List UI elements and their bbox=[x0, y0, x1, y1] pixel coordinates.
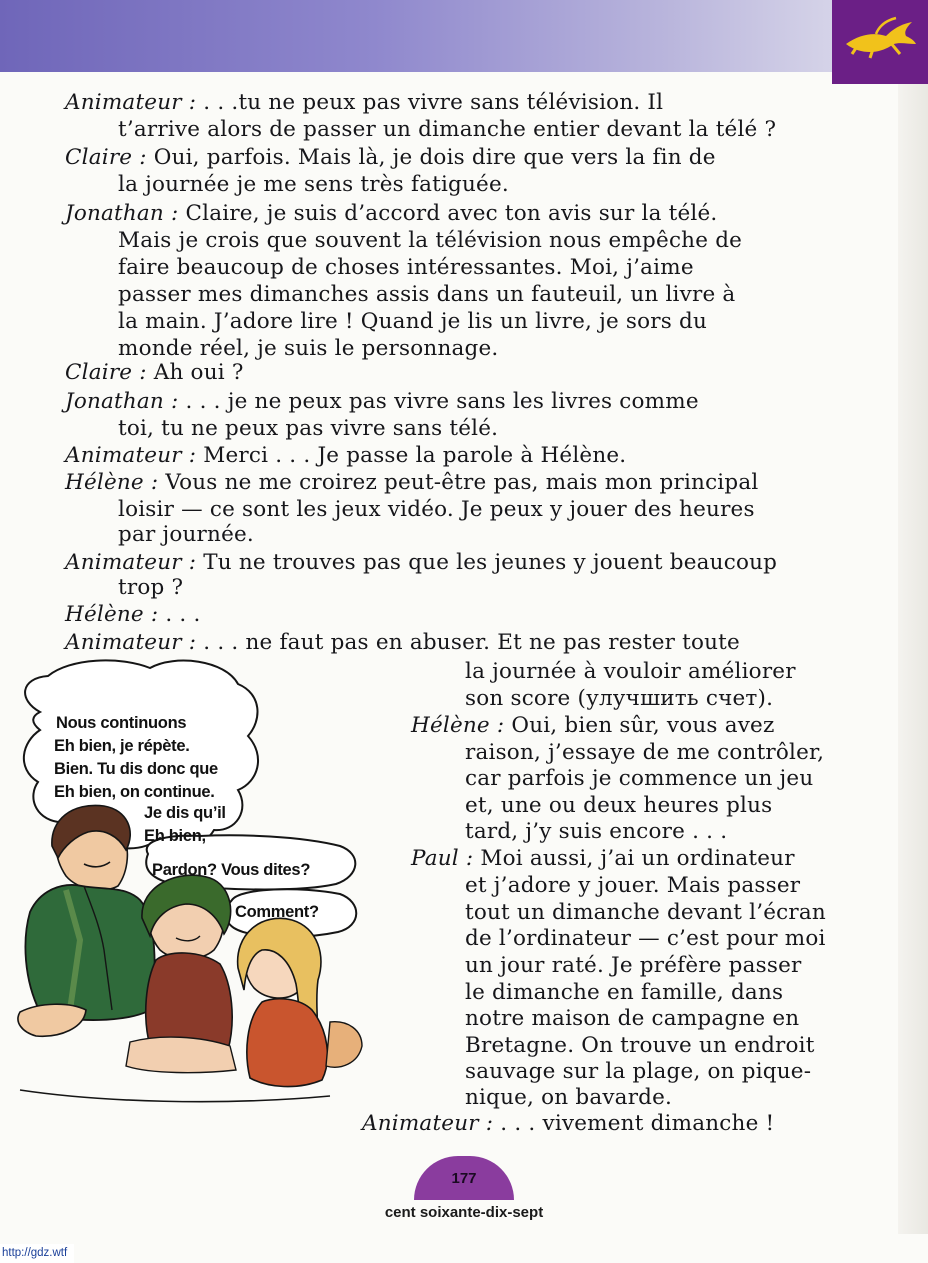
dialogue-line: t’arrive alors de passer un dimanche entier devant la télé ? bbox=[118, 117, 777, 142]
dialogue-line bbox=[65, 470, 758, 495]
page-number-tab bbox=[414, 1156, 514, 1200]
speaker-name: Animateur : bbox=[65, 443, 197, 468]
dialogue-line: et, une ou deux heures plus bbox=[465, 793, 773, 818]
line-text: . . .tu ne peux pas vivre sans télévision. Il bbox=[196, 90, 664, 115]
dialogue-line bbox=[411, 713, 775, 738]
speaker-name: Claire : bbox=[65, 360, 147, 385]
speaker-name: Claire : bbox=[65, 145, 147, 170]
dialogue-line: toi, tu ne peux pas vivre sans télé. bbox=[118, 416, 499, 441]
dialogue-line: nique, on bavarde. bbox=[465, 1085, 673, 1110]
watermark-link[interactable]: http://gdz.wtf bbox=[0, 1244, 74, 1263]
line-text: Oui, parfois. Mais là, je dois dire que vers la fin de bbox=[146, 145, 716, 170]
dialogue-line: monde réel, je suis le personnage. bbox=[118, 336, 499, 361]
dialogue-line: le dimanche en famille, dans bbox=[465, 980, 784, 1005]
dialogue-line: par journée. bbox=[118, 522, 254, 547]
bubble-line: Je dis qu’il bbox=[144, 804, 226, 822]
dialogue-line: loisir — ce sont les jeux vidéo. Je peux y jouer des heures bbox=[118, 497, 755, 522]
speaker-name: Jonathan : bbox=[65, 389, 179, 414]
dialogue-line: notre maison de campagne en bbox=[465, 1006, 800, 1031]
line-text: Merci . . . Je passe la parole à Hélène. bbox=[196, 443, 627, 468]
line-text: Moi aussi, j’ai un ordinateur bbox=[473, 846, 795, 871]
dialogue-line: la main. J’adore lire ! Quand je lis un livre, je sors du bbox=[118, 309, 708, 334]
page-number-words: cent soixante-dix-sept bbox=[384, 1204, 544, 1221]
speaker-name: Hélène : bbox=[411, 713, 505, 738]
speaker-name: Hélène : bbox=[65, 602, 159, 627]
dialogue-line bbox=[65, 443, 626, 468]
dialogue-line: et j’adore y jouer. Mais passer bbox=[465, 873, 801, 898]
girl-figure-right bbox=[238, 918, 362, 1086]
dialogue-line: Mais je crois que souvent la télévision nous empêche de bbox=[118, 228, 743, 253]
line-text: Oui, bien sûr, vous avez bbox=[504, 713, 775, 738]
speaker-name: Animateur : bbox=[65, 90, 197, 115]
bubble-line: Pardon? Vous dites? bbox=[152, 861, 311, 879]
dialogue-line bbox=[65, 90, 663, 115]
corner-logo bbox=[832, 0, 928, 84]
dialogue-line: tout un dimanche devant l’écran bbox=[465, 900, 826, 925]
dialogue-line: raison, j’essaye de me contrôler, bbox=[465, 740, 825, 765]
line-text: Tu ne trouves pas que les jeunes y jouent beaucoup bbox=[196, 550, 778, 575]
bubble-line: Eh bien, bbox=[144, 827, 206, 845]
dialogue-line bbox=[65, 602, 201, 627]
dialogue-line: un jour raté. Je préfère passer bbox=[465, 953, 802, 978]
bubble-line: Bien. Tu dis donc que bbox=[54, 760, 218, 778]
dialogue-line: sauvage sur la plage, on pique- bbox=[465, 1059, 812, 1084]
dialogue-line: son score (улучшить счет). bbox=[465, 686, 774, 711]
line-text: . . . vivement dimanche ! bbox=[493, 1111, 775, 1136]
line-text: . . . bbox=[158, 602, 201, 627]
line-text: . . . je ne peux pas vivre sans les livres comme bbox=[178, 389, 699, 414]
speaker-name: Hélène : bbox=[65, 470, 159, 495]
speaker-name: Paul : bbox=[411, 846, 474, 871]
dialogue-line bbox=[65, 389, 699, 414]
dialogue-line: faire beaucoup de choses intéressantes. Moi, j’aime bbox=[118, 255, 694, 280]
dialogue-line bbox=[411, 846, 795, 871]
dialogue-line: car parfois je commence un jeu bbox=[465, 766, 814, 791]
bubble-line: Eh bien, je répète. bbox=[54, 737, 190, 755]
dialogue-line: tard, j’y suis encore . . . bbox=[465, 819, 728, 844]
bubble-line: Comment? bbox=[235, 903, 319, 921]
dialogue-line: passer mes dimanches assis dans un fauteuil, un livre à bbox=[118, 282, 736, 307]
dialogue-line: trop ? bbox=[118, 575, 184, 600]
line-text: Claire, je suis d’accord avec ton avis sur la télé. bbox=[178, 201, 718, 226]
dialogue-line bbox=[362, 1111, 774, 1136]
dialogue-line: la journée à vouloir améliorer bbox=[465, 659, 796, 684]
dialogue-line bbox=[65, 550, 777, 575]
dialogue-line bbox=[65, 360, 244, 385]
page-number: 177 bbox=[451, 1170, 477, 1187]
flying-horse-icon bbox=[840, 14, 920, 64]
page-edge-shade bbox=[898, 84, 928, 1234]
speaker-name: Animateur : bbox=[362, 1111, 494, 1136]
dialogue-line: Bretagne. On trouve un endroit bbox=[465, 1033, 815, 1058]
speaker-name: Animateur : bbox=[65, 630, 197, 655]
dialogue-line: de l’ordinateur — c’est pour moi bbox=[465, 926, 826, 951]
bubble-line: Eh bien, on continue. bbox=[54, 783, 215, 801]
line-text: Vous ne me croirez peut-être pas, mais mon principal bbox=[158, 470, 759, 495]
dialogue-line bbox=[65, 145, 716, 170]
header-band bbox=[0, 0, 832, 72]
dialogue-line: la journée je me sens très fatiguée. bbox=[118, 172, 509, 197]
speaker-name: Jonathan : bbox=[65, 201, 179, 226]
bubble-line: Nous continuons bbox=[56, 714, 187, 732]
line-text: . . . ne faut pas en abuser. Et ne pas rester toute bbox=[196, 630, 740, 655]
line-text: Ah oui ? bbox=[146, 360, 244, 385]
speaker-name: Animateur : bbox=[65, 550, 197, 575]
dialogue-line bbox=[65, 201, 717, 226]
